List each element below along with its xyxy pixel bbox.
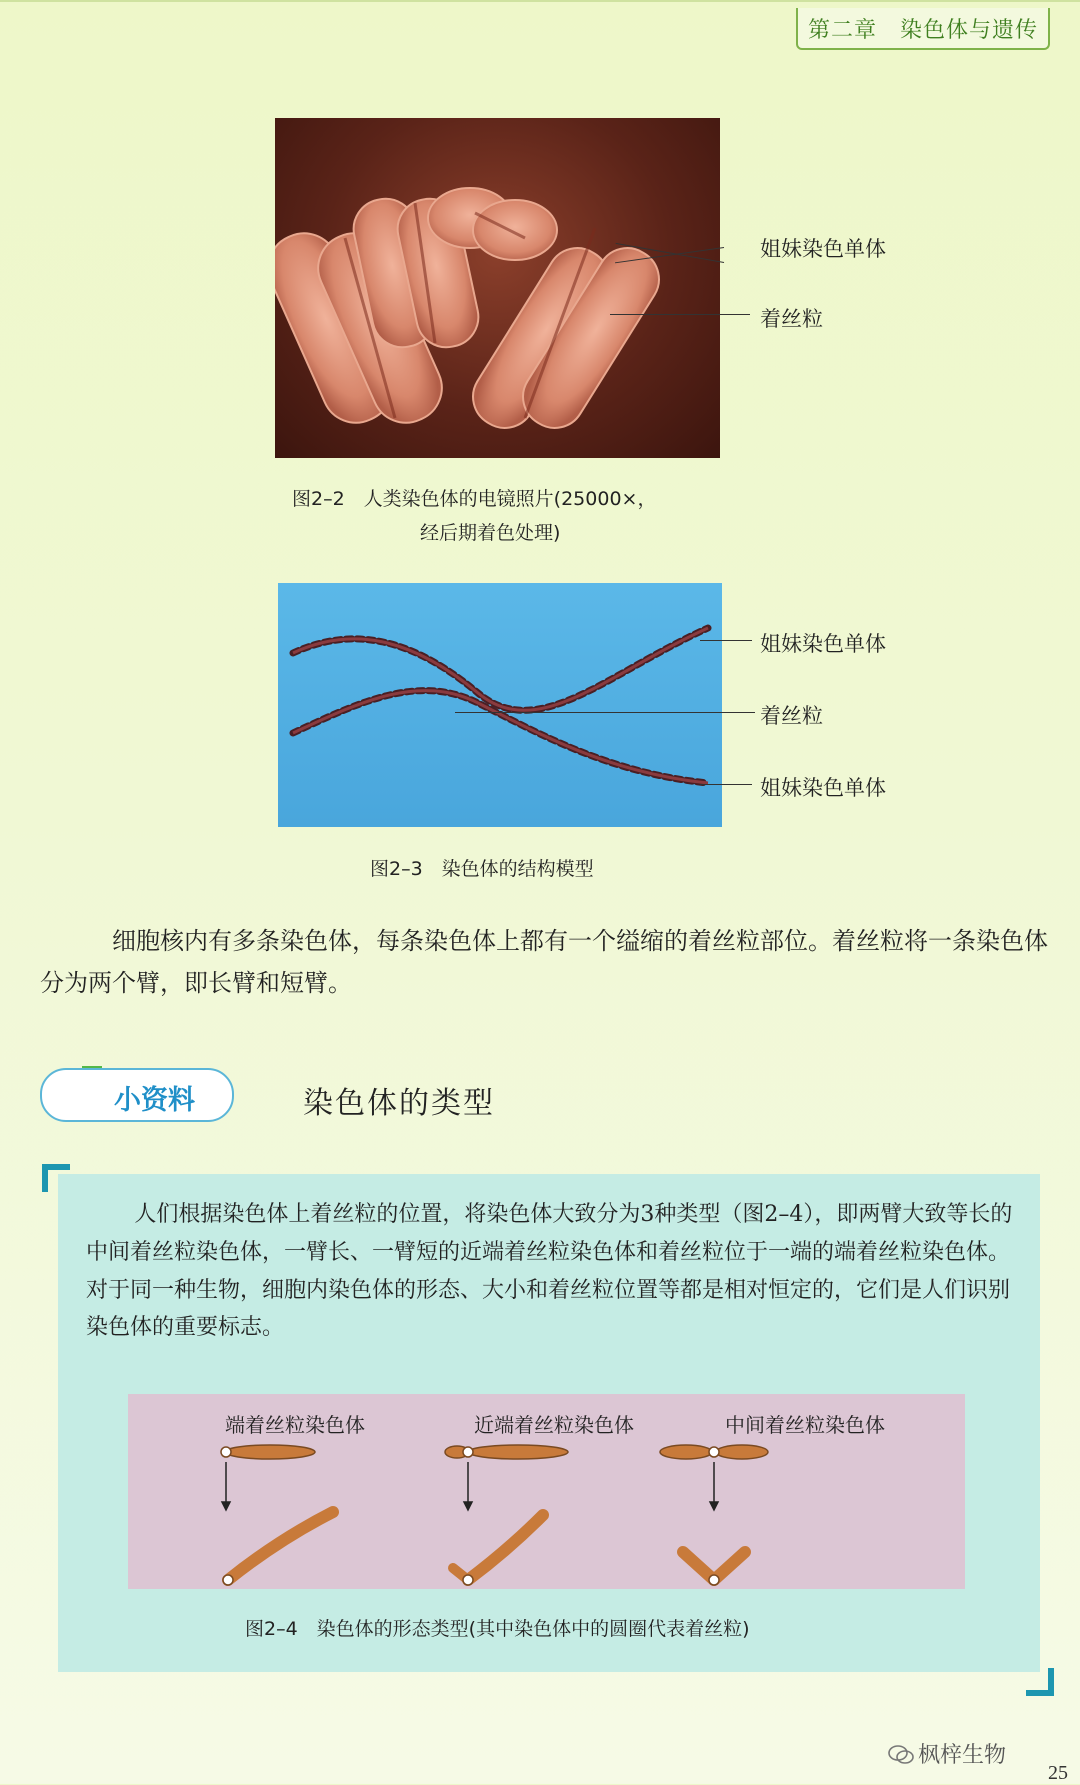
metacentric-centromere	[709, 1447, 719, 1457]
box-corner-top-left	[42, 1164, 70, 1192]
model-line-sister-bottom	[700, 784, 752, 785]
box-corner-bottom-right	[1026, 1668, 1054, 1696]
wechat-icon	[888, 1744, 914, 1766]
model-label-sister-top: 姐妹染色单体	[760, 632, 886, 656]
metacentric-arrow-head	[710, 1502, 718, 1510]
model-image	[278, 583, 722, 827]
acrocentric-long-arm	[468, 1445, 568, 1459]
section-title: 染色体的类型	[303, 1086, 495, 1121]
body-paragraph: 细胞核内有多条染色体，每条染色体上都有一个缢缩的着丝粒部位。着丝粒将一条染色体分为两个臂，即长臂和短臂。	[40, 927, 1048, 997]
type-label-telocentric: 端着丝粒染色体	[225, 1413, 365, 1437]
metacentric-left-arm	[660, 1445, 712, 1459]
model-label-centromere: 着丝粒	[760, 704, 823, 728]
chromosome-types-diagram	[128, 1440, 965, 1590]
telocentric-chromosome	[225, 1445, 315, 1459]
metacentric-shape-left	[683, 1552, 714, 1580]
telocentric-centromere	[221, 1447, 231, 1457]
figure-2-2-caption: 图2–2 人类染色体的电镜照片(25000×，	[292, 488, 657, 510]
type-label-acrocentric: 近端着丝粒染色体	[474, 1413, 634, 1437]
info-badge-label: 小资料	[114, 1085, 195, 1116]
model-line-centromere	[455, 712, 755, 713]
info-paragraph-text: 人们根据染色体上着丝粒的位置，将染色体大致分为3种类型（图2–4），即两臂大致等长的中间着丝粒染色体，一臂长、一臂短的近端着丝粒染色体和着丝粒位于一端的端着丝粒染色体。对于同一种生物，细胞内染色体的形态、大小和着丝粒位置等都是相对恒定的，它们是人们识别染色体的重要标志。	[86, 1202, 1013, 1341]
callout-line-centromere	[610, 314, 750, 315]
telocentric-shape-centromere	[223, 1575, 233, 1585]
metacentric-shape-centromere	[709, 1575, 719, 1585]
acrocentric-shape	[468, 1515, 543, 1580]
model-line-sister-top	[700, 640, 752, 641]
telocentric-arrow-head	[222, 1502, 230, 1510]
chromosome-structure-model	[278, 583, 722, 827]
metacentric-right-arm	[716, 1445, 768, 1459]
watermark: 枫梓生物	[918, 1743, 1007, 1768]
label-centromere: 着丝粒	[760, 307, 823, 331]
header-rule	[0, 0, 1080, 2]
figure-2-4-caption: 图2–4 染色体的形态类型(其中染色体中的圆圈代表着丝粒)	[245, 1618, 750, 1640]
type-label-metacentric: 中间着丝粒染色体	[725, 1413, 885, 1437]
acrocentric-centromere	[463, 1447, 473, 1457]
telocentric-shape	[228, 1512, 333, 1580]
figure-2-3-caption: 图2–3 染色体的结构模型	[370, 858, 594, 880]
model-label-sister-bottom: 姐妹染色单体	[760, 776, 886, 800]
chromosome-micrograph	[275, 118, 720, 458]
acrocentric-shape-centromere	[463, 1575, 473, 1585]
chapter-header: 第二章 染色体与遗传	[796, 8, 1050, 50]
figure-2-2-caption-line2: 经后期着色处理)	[420, 522, 561, 544]
info-paragraph	[86, 1196, 1016, 1347]
page-number: 25	[1048, 1762, 1068, 1784]
acrocentric-arrow-head	[464, 1502, 472, 1510]
micrograph-image	[275, 118, 720, 458]
metacentric-shape-right	[714, 1552, 745, 1580]
label-sister-chromatid: 姐妹染色单体	[760, 237, 886, 261]
